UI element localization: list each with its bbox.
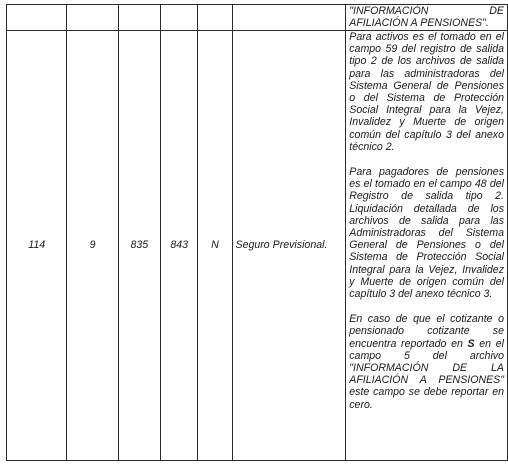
table-row-continuation xyxy=(7,5,508,31)
cell-start-position: 835 xyxy=(118,31,160,461)
cell-number: 114 xyxy=(7,31,67,461)
table-row-114 xyxy=(7,31,508,461)
description-paragraph-2: Para pagadores de pensiones es el tomado en el campo 48 del Registro de salida tipo 2. Liquidación detallada de los archivos de salida para las Administradoras del Sistema General de Pensiones o del Sistema de Protección Social Integral para la Vejez, Invalidez y Muerte de origen común del capítulo 3 del anexo técnico 3. xyxy=(349,166,504,301)
cell-type: N xyxy=(198,31,232,461)
cell-length: 9 xyxy=(67,31,118,461)
cell-empty-4 xyxy=(160,5,197,31)
cell-field-name: Seguro Previsional. xyxy=(232,31,346,461)
cell-end-position: 843 xyxy=(160,31,197,461)
cell-empty-1 xyxy=(7,5,67,31)
description-paragraph-3 xyxy=(349,313,504,411)
cell-empty-2 xyxy=(67,5,118,31)
cell-empty-6 xyxy=(232,5,346,31)
field-spec-table xyxy=(6,4,508,461)
cell-description xyxy=(346,31,508,461)
cell-empty-5 xyxy=(198,5,232,31)
description-continuation xyxy=(346,5,508,31)
paragraph-3-text-after: en el campo 5 del archivo "INFORMACIÓN DE LA AFILIACIÓN A PENSIONES" este campo se debe reportar en cero. xyxy=(349,337,504,411)
description-paragraph-1: Para activos es el tomado en el campo 59 del registro de salida tipo 2 de los archivos de salida para las administradoras del Sistema General de Pensiones o del Sistema de Protección Social Integral para la Vejez, Invalidez y Muerte de origen común del capítulo 3 del anexo técnico 2. xyxy=(349,31,504,153)
paragraph-3-text-before: En caso de que el cotizante o pensionado cotizante se encuentra reportado en xyxy=(349,313,504,350)
paragraph-3-bold-value: S xyxy=(467,337,475,350)
description-fragment-text: "INFORMACIÓN DE AFILIACIÓN A PENSIONES". xyxy=(349,5,504,30)
cell-empty-3 xyxy=(118,5,160,31)
